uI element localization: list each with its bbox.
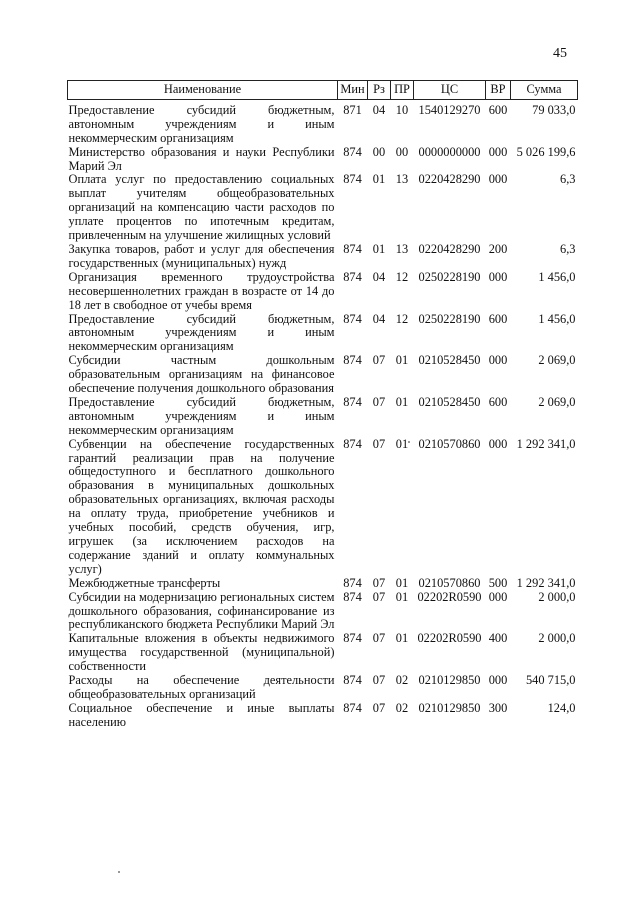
row-name: Капитальные вложения в объекты недвижимого имущества государственной (муниципальной) собственности xyxy=(68,631,335,674)
row-rz: 00 xyxy=(372,144,386,159)
row-pr: 01 xyxy=(395,436,409,451)
row-name: Межбюджетные трансферты xyxy=(68,575,221,590)
row-pr: 02 xyxy=(395,673,409,688)
row-rz: 07 xyxy=(372,436,386,451)
row-cs: 02202R0590 xyxy=(417,631,482,646)
table-row xyxy=(68,577,578,591)
row-vr: 000 xyxy=(488,673,508,688)
row-pr: 01 xyxy=(395,575,409,590)
row-sum: 1 292 341,0 xyxy=(516,575,576,590)
row-name: Закупка товаров, работ и услуг для обеспечения государственных (муниципальных) нужд xyxy=(68,241,335,270)
row-cs: 0210528450 xyxy=(418,394,481,409)
row-vr: 400 xyxy=(488,631,508,646)
row-rz: 07 xyxy=(372,631,386,646)
row-vr: 600 xyxy=(488,394,508,409)
row-rz: 07 xyxy=(372,700,386,715)
row-rz: 07 xyxy=(372,394,386,409)
row-pr: 13 xyxy=(395,172,409,187)
row-rz: 07 xyxy=(372,575,386,590)
row-sum: 79 033,0 xyxy=(532,102,576,117)
row-min: 874 xyxy=(343,631,362,646)
row-sum: 6,3 xyxy=(560,241,576,256)
table-row xyxy=(68,632,578,674)
row-name: Министерство образования и науки Республики Марий Эл xyxy=(68,144,335,173)
row-pr: 02 xyxy=(395,700,409,715)
row-name: Субвенции на обеспечение государственных гарантий реализации прав на получение общедоступного и бесплатного дошкольного образования в муниципальных дошкольных образовательных организациях, включая расходы на оплату труда, приобретение учебников и учебных пособий, средств обучения, игр, игрушек (за исключением расходов на содержание зданий и оплату коммунальных услуг) xyxy=(68,436,335,576)
table-row xyxy=(68,243,578,271)
row-vr: 000 xyxy=(488,144,508,159)
table-row xyxy=(68,271,578,313)
row-rz: 07 xyxy=(372,589,386,604)
row-sum: 1 292 341,0 xyxy=(516,436,576,451)
row-vr: 300 xyxy=(488,700,508,715)
row-min: 874 xyxy=(343,269,362,284)
table-row xyxy=(68,99,578,145)
row-vr: 200 xyxy=(488,241,508,256)
row-vr: 000 xyxy=(488,436,508,451)
row-cs: 1540129270 xyxy=(418,102,481,117)
row-cs: 02202R0590 xyxy=(417,589,482,604)
row-name: Расходы на обеспечение деятельности общеобразовательных организаций xyxy=(68,673,335,701)
table-row xyxy=(68,591,578,633)
table-row xyxy=(68,173,578,243)
row-min: 874 xyxy=(343,311,362,326)
row-sum: 2 000,0 xyxy=(538,631,576,646)
row-name: Социальное обеспечение и иные выплаты населению xyxy=(68,700,335,729)
row-name: Оплата услуг по предоставлению социальных выплат учителям общеобразовательных организаций на компенсацию части расходов по уплате процентов по ипотечным кредитам, привлеченным на улучшение жилищных условий xyxy=(68,172,335,243)
row-pr: 10 xyxy=(395,102,409,117)
page-number: 45 xyxy=(553,46,567,61)
header-sum: Сумма xyxy=(511,81,578,100)
row-pr: 01 xyxy=(395,631,409,646)
scan-speck xyxy=(118,871,120,873)
row-vr: 000 xyxy=(488,589,508,604)
row-pr: 01 xyxy=(395,394,409,409)
budget-table xyxy=(67,80,578,730)
header-pr: ПР xyxy=(391,81,414,100)
row-vr: 000 xyxy=(488,269,508,284)
table-header-row xyxy=(68,81,578,100)
row-pr: 01 xyxy=(395,353,409,368)
row-vr: 500 xyxy=(488,575,508,590)
row-rz: 01 xyxy=(372,172,386,187)
row-rz: 01 xyxy=(372,241,386,256)
row-cs: 0210570860 xyxy=(418,436,481,451)
row-pr: 13 xyxy=(395,241,409,256)
header-name: Наименование xyxy=(68,81,338,100)
table-row xyxy=(68,396,578,438)
row-rz: 07 xyxy=(372,673,386,688)
row-cs: 0250228190 xyxy=(418,269,481,284)
table-body xyxy=(68,99,578,729)
row-vr: 000 xyxy=(488,353,508,368)
row-cs: 0000000000 xyxy=(418,144,481,159)
row-cs: 0210570860 xyxy=(418,575,481,590)
row-rz: 07 xyxy=(372,353,386,368)
row-rz: 04 xyxy=(372,311,386,326)
row-sum: 540 715,0 xyxy=(525,673,576,688)
row-name: Предоставление субсидий бюджетным, автономным учреждениям и иным некоммерческим организациям xyxy=(68,311,335,354)
row-pr: 12 xyxy=(395,269,409,284)
header-rz: Рз xyxy=(368,81,391,100)
row-name: Предоставление субсидий бюджетным, автономным учреждениям и иным некоммерческим организациям xyxy=(68,102,335,145)
row-min: 874 xyxy=(343,589,362,604)
row-name: Предоставление субсидий бюджетным, автономным учреждениям и иным некоммерческим организациям xyxy=(68,394,335,437)
row-min: 874 xyxy=(343,673,362,688)
row-cs: 0210129850 xyxy=(418,700,481,715)
header-cs: ЦС xyxy=(414,81,486,100)
row-vr: 600 xyxy=(488,102,508,117)
row-cs: 0250228190 xyxy=(418,311,481,326)
row-min: 874 xyxy=(343,353,362,368)
row-sum: 6,3 xyxy=(560,172,576,187)
row-name: Субсидии на модернизацию региональных систем дошкольного образования, софинансирование из республиканского бюджета Республики Марий Эл xyxy=(68,589,335,632)
row-sum: 2 069,0 xyxy=(538,353,576,368)
table-row xyxy=(68,313,578,355)
row-rz: 04 xyxy=(372,102,386,117)
row-sum: 2 069,0 xyxy=(538,394,576,409)
row-pr: 01 xyxy=(395,589,409,604)
row-cs: 0220428290 xyxy=(418,172,481,187)
table-row xyxy=(68,702,578,730)
header-min: Мин xyxy=(338,81,368,100)
row-min: 874 xyxy=(343,436,362,451)
row-min: 874 xyxy=(343,700,362,715)
row-sum: 1 456,0 xyxy=(538,311,576,326)
row-cs: 0220428290 xyxy=(418,241,481,256)
row-vr: 600 xyxy=(488,311,508,326)
row-min: 874 xyxy=(343,575,362,590)
row-min: 874 xyxy=(343,144,362,159)
table-row xyxy=(68,438,578,577)
table-row xyxy=(68,674,578,702)
row-min: 874 xyxy=(343,172,362,187)
row-pr: 12 xyxy=(395,311,409,326)
row-sum: 1 456,0 xyxy=(538,269,576,284)
table-row xyxy=(68,354,578,396)
row-sum: 124,0 xyxy=(547,700,576,715)
row-sum: 5 026 199,6 xyxy=(516,144,576,159)
row-pr: 00 xyxy=(395,144,409,159)
table-row xyxy=(68,146,578,174)
row-min: 874 xyxy=(343,241,362,256)
row-rz: 04 xyxy=(372,269,386,284)
row-cs: 0210129850 xyxy=(418,673,481,688)
header-vr: ВР xyxy=(486,81,511,100)
row-vr: 000 xyxy=(488,172,508,187)
row-cs: 0210528450 xyxy=(418,353,481,368)
row-name: Субсидии частным дошкольным образовательным организациям на финансовое обеспечение получения дошкольного образования xyxy=(68,353,335,396)
row-min: 874 xyxy=(343,394,362,409)
row-sum: 2 000,0 xyxy=(538,589,576,604)
row-min: 871 xyxy=(343,102,362,117)
scan-speck xyxy=(408,441,410,443)
row-name: Организация временного трудоустройства несовершеннолетних граждан в возрасте от 14 до 18 лет в свободное от учебы время xyxy=(68,269,335,312)
